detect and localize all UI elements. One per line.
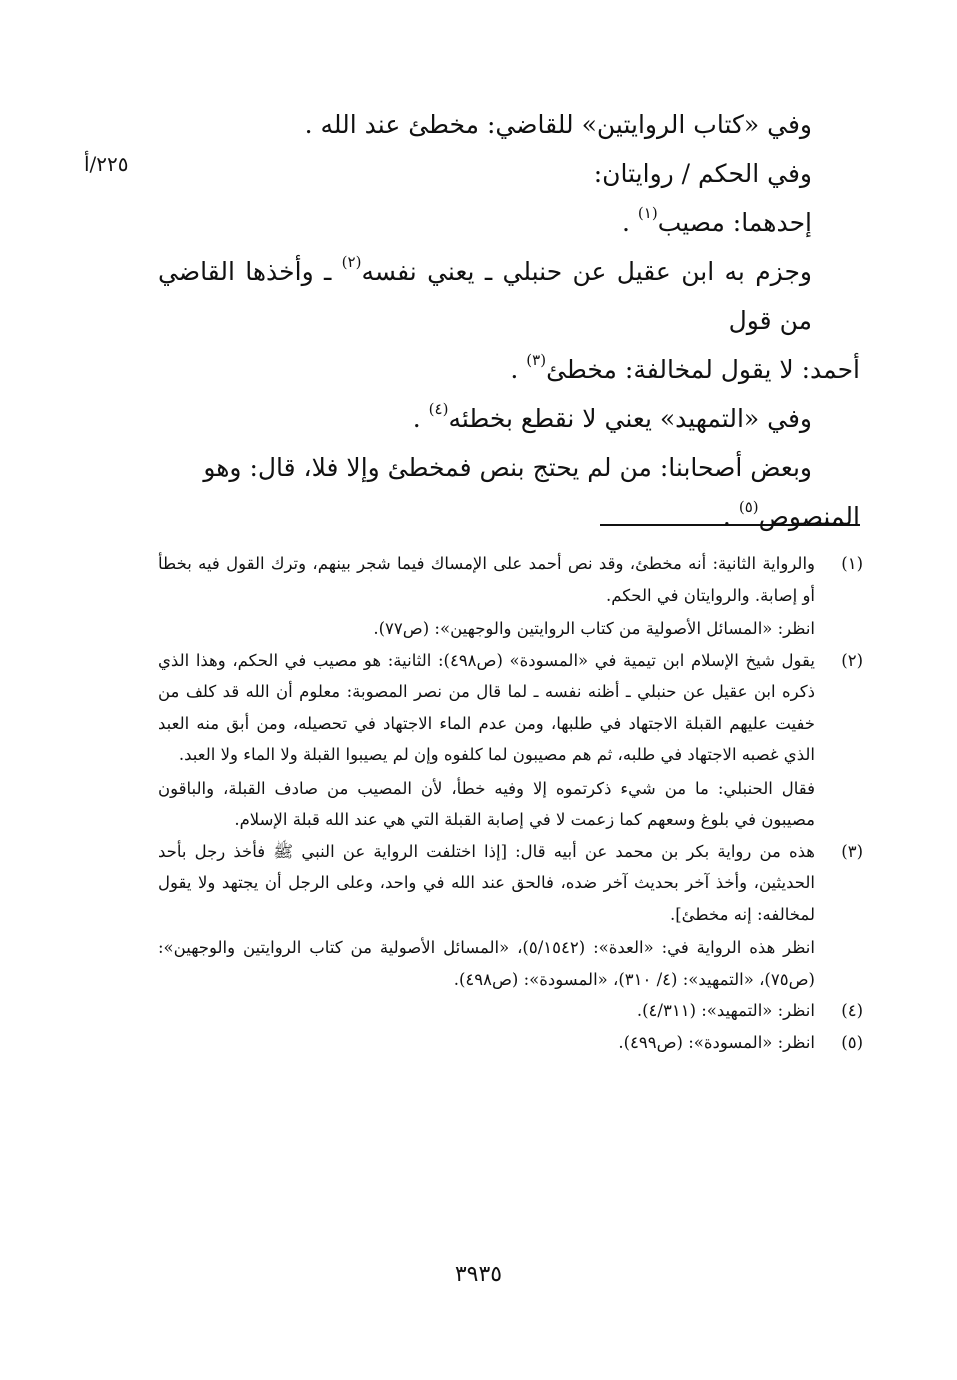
main-line: وجزم به ابن عقيل عن حنبلي ـ يعني نفسه$^{(٢)}$ ـ وأخذها القاضي من قول	[158, 252, 812, 335]
footnote-4	[158, 995, 863, 1027]
margin-folio-note: ٢٢٥/أ	[84, 152, 129, 176]
main-line: وبعض أصحابنا: من لم يحتج بنص فمخطئ وإلا فلا، قال: وهو	[203, 453, 812, 482]
footnote-number: (٣)	[841, 841, 863, 861]
footnote-body: والرواية الثانية: أنه مخطئ، وقد نص أحمد على الإمساك فيما شجر بينهم، وترك القول فيه بخطأ أو إصابة. والروايتان في الحكم. انظر: «المسائل الأصولية من كتاب الروايتين والوجهين»: (ص٧٧).	[158, 554, 815, 638]
footnotes	[158, 548, 863, 1058]
footnote-separator	[600, 524, 860, 526]
main-line: وفي الحكم / روايتان:	[593, 159, 812, 188]
footnote-ref[interactable]: (٣)	[526, 350, 547, 369]
main-text	[158, 100, 860, 541]
footnote-body: هذه من رواية بكر بن محمد عن أبيه قال: [إذا اختلفت الرواية عن النبي ﷺ فأخذ رجل بأحد الحديثين، وأخذ آخر بحديث آخر ضده، فالحق عند الله في واحد، وعلى الرجل أن يجتهد ولا يقول لمخالفه: إنه مخطئ]. انظر هذه الرواية في: «العدة»: (٥/١٥٤٢)، «المسائل الأصولية من كتاب الروايتين والوجهين»: (ص٧٥)، «التمهيد»: (٤/ ٣١٠)، «المسودة»: (ص٤٩٨).	[158, 841, 815, 989]
main-line: إحدهما: مصيب$^{(١)}$ .	[622, 203, 812, 237]
footnote-ref[interactable]: (١)	[637, 203, 658, 222]
footnote-ref[interactable]: (٤)	[428, 399, 449, 418]
footnote-body: يقول شيخ الإسلام ابن تيمية في «المسودة» (ص٤٩٨): الثانية: هو مصيب في الحكم، وهذا الذي ذكره ابن عقيل عن حنبلي ـ أظنه نفسه ـ لما قال من نصر المصوبة: معلوم أن الله قد كلف من خفيت عليهم القبلة الاجتهاد في طلبها، ومن عدم الماء الاجتهاد في تحصيله، ومن أبق منه العبد الذي غصبه الاجتهاد في طلبه، ثم هم مصيبون لما كلفوه وإن لم يصيبوا القبلة ولا الماء ولا العبد. فقال الحنبلي: ما من شيء ذكرتموه إلا وفيه خطأ، لأن المصيب من صادف القبلة، والباقون مصيبون في بلوغ وسعهم كما زعمت لا في إصابة القبلة التي هي عند الله قبلة الإسلام.	[158, 650, 815, 829]
main-line: أحمد: لا يقول لمخالفة: مخطئ$^{(٣)}$ .	[510, 350, 860, 384]
main-line: وفي «كتاب الروايتين» للقاضي: مخطئ عند الله .	[304, 110, 812, 139]
footnote-1	[158, 548, 863, 645]
footnote-number: (٢)	[841, 650, 863, 670]
footnote-2	[158, 645, 863, 836]
footnote-number: (١)	[841, 554, 863, 573]
footnote-5	[158, 1027, 863, 1059]
footnote-body: انظر: «التمهيد»: (٤/٣١١).	[636, 1001, 815, 1020]
footnote-body: انظر: «المسودة»: (ص٤٩٩).	[618, 1032, 815, 1052]
footnote-number: (٤)	[841, 1001, 863, 1020]
page-number: ٣٩٣٥	[454, 1262, 503, 1287]
footnote-ref[interactable]: (٥)	[738, 497, 759, 516]
footnote-ref[interactable]: (٢)	[341, 252, 362, 271]
footnote-3	[158, 836, 863, 996]
main-line: وفي «التمهيد» يعني لا نقطع بخطئه$^{(٤)}$ .	[412, 399, 812, 433]
main-line: المنصوص$^{(٥)}$ .	[722, 497, 860, 531]
footnote-number: (٥)	[841, 1032, 863, 1052]
